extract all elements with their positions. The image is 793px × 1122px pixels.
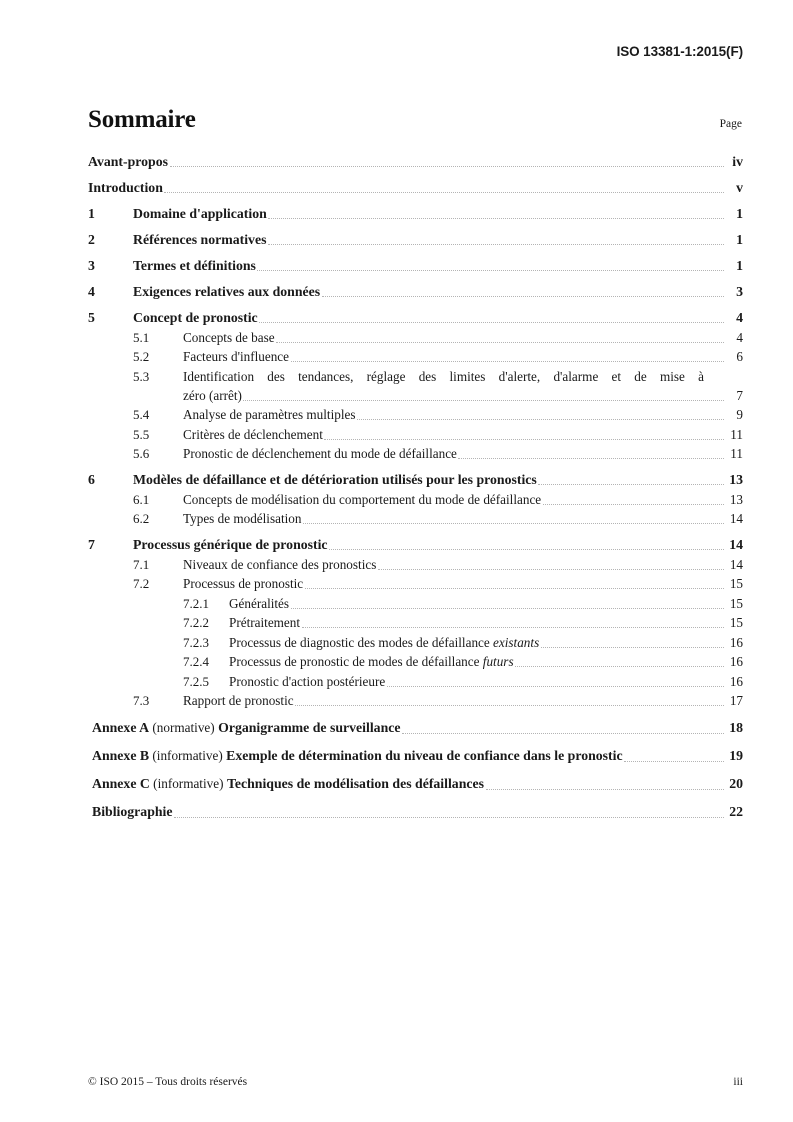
toc-label <box>92 802 174 822</box>
toc-row-annexe-c[interactable] <box>88 774 743 794</box>
page-column-label: Page <box>719 118 742 130</box>
annex-title: Exemple de détermination du niveau de confiance dans le pronostic <box>226 748 623 763</box>
toc-row-section-6-2[interactable] <box>88 509 743 528</box>
leader-dots <box>243 391 724 405</box>
leader-dots <box>302 618 724 632</box>
toc-row-section-4[interactable] <box>88 282 743 301</box>
toc-label: Références normatives <box>133 232 267 247</box>
toc-page-number: 15 <box>724 574 743 593</box>
leader-dots <box>378 560 724 574</box>
annex-name: Annexe A <box>92 720 150 735</box>
toc-number: 6.2 <box>133 511 150 526</box>
toc-number: 7.2.3 <box>183 634 209 650</box>
toc-label: Types de modélisation <box>183 511 302 526</box>
toc-number: 2 <box>88 232 95 247</box>
toc-number: 7.2.4 <box>183 654 209 669</box>
toc-label: Processus de pronostic <box>183 576 304 591</box>
toc-number: 1 <box>88 206 95 221</box>
leader-dots <box>257 261 724 275</box>
toc-row-annexe-b[interactable] <box>88 746 743 766</box>
toc-page-number: 15 <box>724 594 743 613</box>
toc-label <box>92 774 486 794</box>
leader-dots <box>268 235 724 249</box>
toc-page-number: 3 <box>724 282 743 301</box>
leader-dots <box>387 677 724 691</box>
toc-label-text: Processus de diagnostic des modes de défaillance <box>229 634 494 650</box>
toc-row-section-5-3[interactable] <box>88 367 743 405</box>
toc-number: 5.1 <box>133 329 150 345</box>
document-header-standard-ref: ISO 13381-1:2015(F) <box>616 44 743 59</box>
leader-dots <box>303 514 724 528</box>
toc-row-section-7-2-1[interactable] <box>88 594 743 613</box>
toc-label: Modèles de défaillance et de détérioration utilisés pour les pronostics <box>133 472 537 487</box>
toc-number: 4 <box>88 284 95 299</box>
footer-copyright: © ISO 2015 – Tous droits réservés <box>88 1076 248 1088</box>
toc-page-number: 1 <box>724 256 743 275</box>
toc-label <box>92 718 402 738</box>
toc-label-line-1: Identification des tendances, réglage des limites d'alerte, d'alarme et de mise à <box>183 368 704 384</box>
toc-row-section-5-4[interactable] <box>88 405 743 424</box>
toc-page-number: 6 <box>724 347 743 366</box>
annex-kind-text: (informative) <box>153 776 224 791</box>
toc-label: Concept de pronostic <box>133 310 258 325</box>
toc-number: 6.1 <box>133 491 150 507</box>
toc-row-section-7[interactable] <box>88 535 743 554</box>
toc-page-number: 13 <box>724 470 743 489</box>
toc-page-number: 20 <box>724 774 743 794</box>
toc-number: 5 <box>88 310 95 325</box>
annex-title: Organigramme de surveillance <box>218 720 401 735</box>
toc-label: Critères de déclenchement <box>183 426 323 442</box>
leader-dots <box>357 410 724 424</box>
toc-row-annexe-a[interactable] <box>88 718 743 738</box>
toc-row-section-6-1[interactable] <box>88 490 743 509</box>
toc-number: 7.1 <box>133 556 150 572</box>
toc-row-section-5-6[interactable] <box>88 444 743 463</box>
toc-row-section-5[interactable] <box>88 308 743 327</box>
leader-dots <box>322 287 724 301</box>
toc-page-number: 13 <box>724 490 743 509</box>
leader-dots <box>259 313 724 327</box>
toc-label: Termes et définitions <box>133 258 256 273</box>
toc-row-section-5-1[interactable] <box>88 328 743 347</box>
annex-kind-text: (normative) <box>152 720 215 735</box>
annex-name: Annexe B <box>92 748 150 763</box>
toc-page-number: 7 <box>724 386 743 405</box>
toc-title-row <box>88 106 743 134</box>
annex-kind-text: (informative) <box>152 748 223 763</box>
toc-label: Pronostic de déclenchement du mode de défaillance <box>183 446 457 461</box>
toc-label: Exigences relatives aux données <box>133 284 321 299</box>
toc-row-section-2[interactable] <box>88 230 743 249</box>
toc-label-line-2-row <box>183 386 743 405</box>
document-footer <box>88 1076 743 1088</box>
toc-row-section-7-2[interactable] <box>88 574 743 593</box>
toc-page-number: 11 <box>724 425 743 444</box>
toc-label <box>229 633 541 652</box>
leader-dots <box>541 638 724 652</box>
toc-number: 7.2.5 <box>183 673 209 689</box>
toc-number: 3 <box>88 258 95 273</box>
toc-label: Rapport de pronostic <box>183 693 294 708</box>
toc-label: Introduction <box>88 180 163 195</box>
toc-label-emphasis: existants <box>493 634 540 650</box>
toc-row-section-1[interactable] <box>88 204 743 223</box>
toc-page-number: 16 <box>724 652 743 671</box>
toc-row-section-7-1[interactable] <box>88 555 743 574</box>
toc-page-number: 1 <box>724 204 743 223</box>
toc-row-section-7-2-2[interactable] <box>88 613 743 632</box>
toc-page-number: 17 <box>724 691 743 710</box>
leader-dots <box>329 540 724 554</box>
toc-number: 5.2 <box>133 349 150 364</box>
toc-label-emphasis: futurs <box>482 654 514 669</box>
toc-number: 5.3 <box>133 368 150 384</box>
leader-dots <box>305 579 724 593</box>
table-of-contents <box>88 152 743 822</box>
toc-label: Concepts de modélisation du comportement du mode de défaillance <box>183 491 542 507</box>
leader-dots <box>538 475 724 489</box>
bibliography-label: Bibliographie <box>92 804 173 819</box>
toc-page-number: 4 <box>724 328 743 347</box>
toc-label: Facteurs d'influence <box>183 349 290 364</box>
toc-page-number: 14 <box>724 509 743 528</box>
toc-page-number: 14 <box>724 555 743 574</box>
toc-page-number: 19 <box>724 746 743 766</box>
toc-number: 7.2.2 <box>183 615 209 630</box>
toc-label: Processus générique de pronostic <box>133 537 328 552</box>
toc-page-number: 14 <box>724 535 743 554</box>
toc-page-number: 16 <box>724 672 743 691</box>
page-title: Sommaire <box>88 106 196 133</box>
leader-dots <box>515 657 724 671</box>
leader-dots <box>174 807 724 822</box>
toc-number: 7 <box>88 537 95 552</box>
toc-row-section-7-2-4[interactable] <box>88 652 743 671</box>
toc-label: Niveaux de confiance des pronostics <box>183 556 377 572</box>
toc-row-section-5-2[interactable] <box>88 347 743 366</box>
leader-dots <box>295 696 724 710</box>
annex-title: Techniques de modélisation des défaillances <box>226 776 484 791</box>
toc-label <box>92 746 624 766</box>
toc-label: Analyse de paramètres multiples <box>183 407 356 422</box>
toc-number: 7.2 <box>133 576 150 591</box>
toc-label: Concepts de base <box>183 329 275 345</box>
leader-dots <box>543 495 724 509</box>
toc-row-section-7-3[interactable] <box>88 691 743 710</box>
toc-label: Pronostic d'action postérieure <box>229 673 386 689</box>
toc-row-section-6[interactable] <box>88 470 743 489</box>
toc-label-line-2: zéro (arrêt) <box>183 387 242 403</box>
toc-page-number: 16 <box>724 633 743 652</box>
toc-label <box>229 652 515 671</box>
toc-label-text: Processus de pronostic de modes de défaillance <box>229 654 483 669</box>
leader-dots <box>164 183 724 197</box>
footer-page-number: iii <box>733 1076 743 1088</box>
toc-label: Domaine d'application <box>133 206 267 221</box>
toc-row-introduction[interactable] <box>88 178 743 197</box>
leader-dots <box>324 430 724 444</box>
leader-dots <box>291 599 724 613</box>
toc-page-number: v <box>724 178 743 197</box>
toc-row-bibliographie[interactable] <box>88 802 743 822</box>
toc-number: 7.2.1 <box>183 595 209 611</box>
toc-page-number: 18 <box>724 718 743 738</box>
toc-number: 5.6 <box>133 446 150 461</box>
toc-row-section-5-5[interactable] <box>88 425 743 444</box>
toc-row-avant-propos[interactable] <box>88 152 743 171</box>
toc-number: 5.5 <box>133 426 150 442</box>
leader-dots <box>268 209 724 223</box>
annex-name: Annexe C <box>92 776 150 791</box>
leader-dots <box>276 333 724 347</box>
toc-row-section-7-2-3[interactable] <box>88 633 743 652</box>
toc-page-number: 22 <box>724 802 743 822</box>
toc-label: Généralités <box>229 595 290 611</box>
leader-dots <box>291 352 724 366</box>
toc-label: Prétraitement <box>229 615 301 630</box>
leader-dots <box>402 723 724 738</box>
leader-dots <box>486 779 725 794</box>
toc-page-number: iv <box>724 152 743 171</box>
leader-dots <box>170 157 725 171</box>
leader-dots <box>624 751 724 766</box>
toc-page-number: 1 <box>724 230 743 249</box>
toc-row-section-3[interactable] <box>88 256 743 275</box>
toc-page-number: 9 <box>724 405 743 424</box>
toc-page-number: 15 <box>724 613 743 632</box>
leader-dots <box>458 449 724 463</box>
toc-number: 6 <box>88 472 95 487</box>
toc-row-section-7-2-5[interactable] <box>88 672 743 691</box>
toc-page-number: 11 <box>724 444 743 463</box>
toc-number: 5.4 <box>133 407 150 422</box>
toc-label: Avant-propos <box>88 154 168 169</box>
toc-page-number: 4 <box>724 308 743 327</box>
toc-number: 7.3 <box>133 693 150 708</box>
